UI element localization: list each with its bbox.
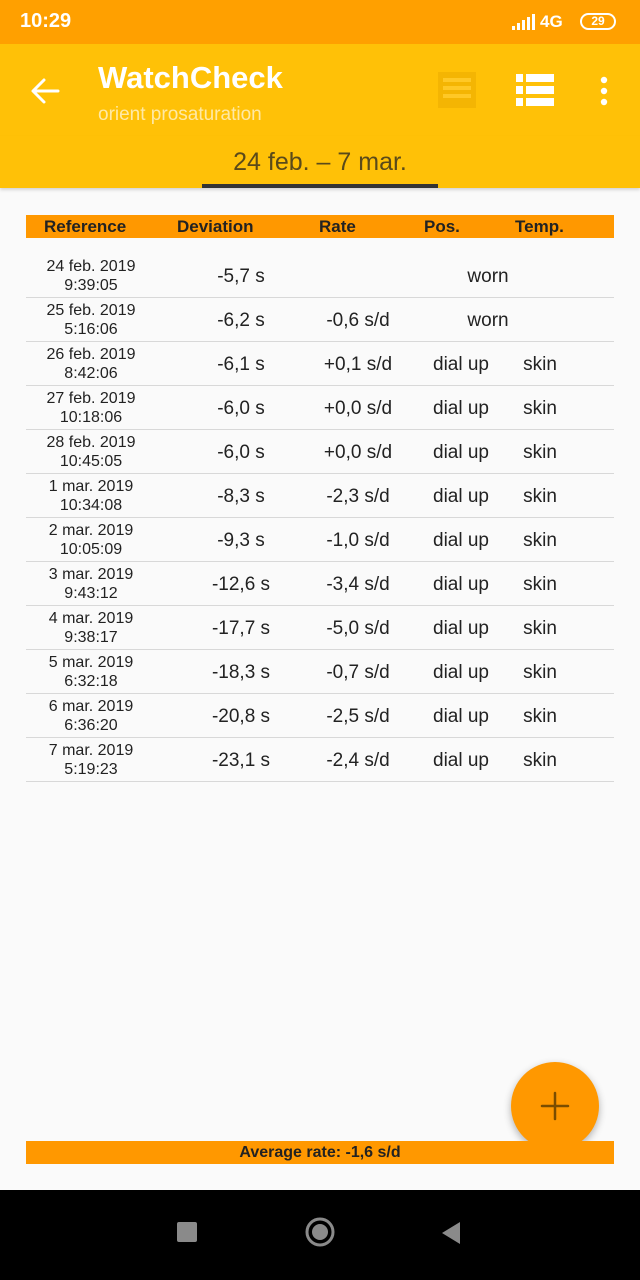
tab-bar [0, 136, 640, 188]
row-date: 25 feb. 2019 [46, 302, 136, 319]
table-row[interactable] [26, 430, 614, 474]
row-deviation: -12,6 s [211, 574, 271, 595]
table-row[interactable] [26, 606, 614, 650]
row-rate: -0,7 s/d [326, 662, 390, 683]
row-reference [26, 389, 156, 427]
header-temperature: Temp. [515, 217, 564, 236]
row-deviation: -5,7 s [217, 266, 265, 287]
row-position: dial up [433, 750, 489, 771]
header-rate: Rate [319, 217, 356, 236]
row-temperature: skin [523, 574, 557, 595]
recent-apps-icon[interactable] [177, 1222, 197, 1242]
row-reference [26, 345, 156, 383]
row-date: 6 mar. 2019 [48, 698, 134, 715]
system-nav-bar [0, 1190, 640, 1280]
row-rate: -5,0 s/d [326, 618, 390, 639]
tab-date-range[interactable]: 24 feb. – 7 mar. [233, 148, 407, 176]
row-rate: -2,3 s/d [326, 486, 390, 507]
row-reference [26, 257, 156, 295]
row-time: 10:05:09 [59, 541, 123, 558]
status-time: 10:29 [20, 10, 72, 32]
add-measurement-button[interactable] [511, 1062, 599, 1150]
row-position: dial up [433, 398, 489, 419]
row-deviation: -6,1 s [217, 354, 265, 375]
detail-list-icon[interactable] [514, 72, 556, 108]
table-row[interactable] [26, 386, 614, 430]
row-temperature: skin [523, 354, 557, 375]
row-deviation: -18,3 s [211, 662, 271, 683]
row-rate: +0,1 s/d [323, 354, 393, 375]
row-time: 6:32:18 [64, 673, 118, 690]
row-deviation: -6,2 s [217, 310, 265, 331]
back-icon[interactable] [438, 1220, 462, 1246]
row-deviation: -23,1 s [211, 750, 271, 771]
row-temperature: skin [523, 662, 557, 683]
row-temperature: skin [523, 398, 557, 419]
row-rate: -0,6 s/d [326, 310, 390, 331]
row-date: 27 feb. 2019 [46, 390, 136, 407]
row-temperature: skin [523, 750, 557, 771]
row-temperature: skin [523, 442, 557, 463]
row-time: 9:39:05 [64, 277, 118, 294]
row-date: 28 feb. 2019 [46, 434, 136, 451]
table-row[interactable] [26, 474, 614, 518]
row-deviation: -6,0 s [217, 442, 265, 463]
row-deviation: -17,7 s [211, 618, 271, 639]
row-reference [26, 565, 156, 603]
table-row[interactable] [26, 738, 614, 782]
row-temperature: skin [523, 486, 557, 507]
row-position: worn [467, 266, 509, 287]
row-date: 4 mar. 2019 [48, 610, 134, 627]
app-title: WatchCheck [98, 60, 283, 95]
row-rate: +0,0 s/d [323, 442, 393, 463]
network-type: 4G [540, 12, 563, 31]
row-reference [26, 433, 156, 471]
table-row[interactable] [26, 518, 614, 562]
row-deviation: -6,0 s [217, 398, 265, 419]
row-position: dial up [433, 354, 489, 375]
compact-list-icon[interactable] [436, 70, 478, 110]
row-position: dial up [433, 574, 489, 595]
row-time: 8:42:06 [64, 365, 118, 382]
table-header [26, 215, 614, 238]
row-deviation: -8,3 s [217, 486, 265, 507]
row-time: 5:19:23 [64, 761, 118, 778]
row-position: dial up [433, 662, 489, 683]
row-temperature: skin [523, 618, 557, 639]
row-reference [26, 697, 156, 735]
row-time: 5:16:06 [64, 321, 118, 338]
row-date: 7 mar. 2019 [48, 742, 134, 759]
row-position: dial up [433, 618, 489, 639]
row-reference [26, 741, 156, 779]
table-row[interactable] [26, 254, 614, 298]
row-reference [26, 653, 156, 691]
app-bar [0, 44, 640, 136]
row-time: 10:18:06 [59, 409, 123, 426]
table-row[interactable] [26, 694, 614, 738]
row-position: dial up [433, 442, 489, 463]
row-date: 26 feb. 2019 [46, 346, 136, 363]
row-time: 9:43:12 [64, 585, 118, 602]
row-rate: -1,0 s/d [326, 530, 390, 551]
row-rate: -2,5 s/d [326, 706, 390, 727]
tab-indicator [202, 184, 438, 188]
row-rate: -3,4 s/d [326, 574, 390, 595]
table-row[interactable] [26, 342, 614, 386]
row-temperature: skin [523, 530, 557, 551]
row-reference [26, 301, 156, 339]
watch-name: orient prosaturation [98, 104, 262, 125]
row-temperature: skin [523, 706, 557, 727]
status-bar [0, 0, 640, 44]
row-deviation: -20,8 s [211, 706, 271, 727]
row-time: 10:45:05 [59, 453, 123, 470]
add-icon [511, 1062, 599, 1150]
back-arrow-icon[interactable] [28, 74, 62, 108]
home-icon[interactable] [304, 1216, 336, 1248]
signal-icon [512, 14, 538, 30]
row-deviation: -9,3 s [217, 530, 265, 551]
row-date: 5 mar. 2019 [48, 654, 134, 671]
row-position: dial up [433, 706, 489, 727]
row-reference [26, 521, 156, 559]
average-rate: Average rate: -1,6 s/d [26, 1141, 614, 1164]
measurement-list [26, 254, 614, 782]
row-position: worn [467, 310, 509, 331]
header-reference: Reference [44, 217, 127, 236]
more-vert-icon[interactable] [592, 74, 616, 108]
row-reference [26, 477, 156, 515]
table-row[interactable] [26, 650, 614, 694]
row-rate: +0,0 s/d [323, 398, 393, 419]
battery-icon: 29 [580, 13, 616, 30]
row-reference [26, 609, 156, 647]
row-date: 1 mar. 2019 [48, 478, 134, 495]
table-row[interactable] [26, 298, 614, 342]
row-date: 24 feb. 2019 [46, 258, 136, 275]
row-position: dial up [433, 530, 489, 551]
row-date: 2 mar. 2019 [48, 522, 134, 539]
header-deviation: Deviation [177, 217, 254, 236]
row-time: 9:38:17 [64, 629, 118, 646]
header-position: Pos. [424, 217, 460, 236]
row-rate: -2,4 s/d [326, 750, 390, 771]
row-position: dial up [433, 486, 489, 507]
row-time: 6:36:20 [64, 717, 118, 734]
row-date: 3 mar. 2019 [48, 566, 134, 583]
row-time: 10:34:08 [59, 497, 123, 514]
table-row[interactable] [26, 562, 614, 606]
